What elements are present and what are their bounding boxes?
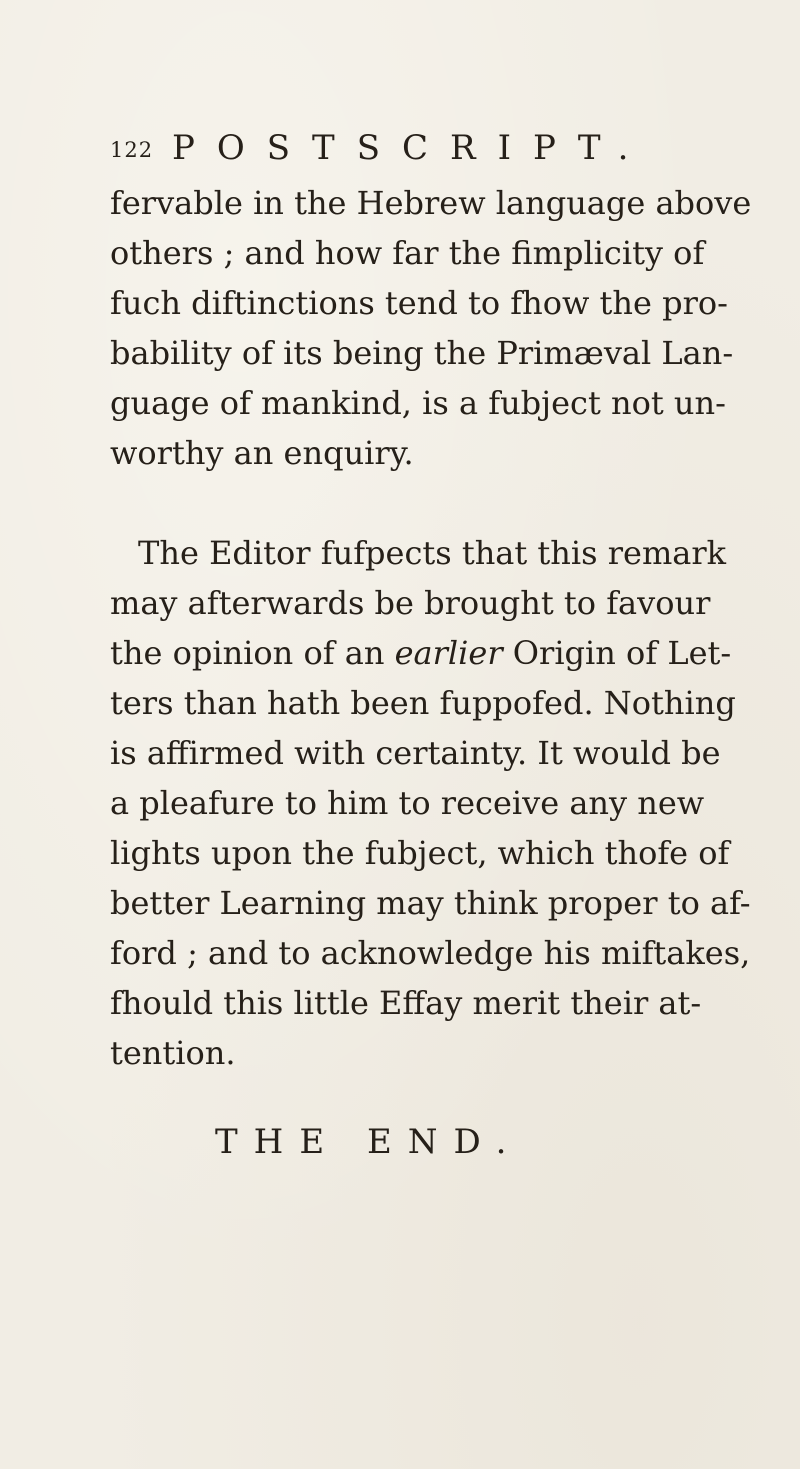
text-line: a pleafure to him to receive any new	[110, 784, 705, 822]
text-line: tention.	[110, 1034, 236, 1072]
paragraph-1	[110, 178, 752, 478]
text-line: may afterwards be brought to favour	[110, 584, 711, 622]
text-line: The Editor fufpects that this remark	[138, 534, 727, 572]
text-line: fuch diftinctions tend to fhow the pro-	[110, 284, 728, 322]
text-line: is affirmed with certainty. It would be	[110, 734, 721, 772]
text-line: guage of mankind, is a fubject not un-	[110, 384, 726, 422]
page-number: 122	[110, 138, 154, 162]
text-line-with-emphasis	[110, 628, 732, 678]
body-text	[110, 178, 752, 1078]
text-line: lights upon the fubject, which thofe of	[110, 834, 730, 872]
text-line: bability of its being the Primæval Lan-	[110, 334, 734, 372]
text-segment: the opinion of an	[110, 634, 395, 672]
emphasized-word: earlier	[394, 634, 503, 672]
text-line: worthy an enquiry.	[110, 434, 414, 472]
the-end-heading: THE END.	[215, 1122, 523, 1162]
text-line: others ; and how far the fimplicity of	[110, 234, 705, 272]
text-line: fervable in the Hebrew language above	[110, 184, 752, 222]
running-head: POSTSCRIPT.	[172, 128, 651, 168]
page-header	[110, 128, 670, 168]
paragraph-2	[110, 528, 751, 1078]
text-line: fhould this little Effay merit their at-	[110, 984, 702, 1022]
text-line: ford ; and to acknowledge his miftakes,	[110, 934, 751, 972]
text-line: ters than hath been fuppofed. Nothing	[110, 684, 736, 722]
paragraph-gap	[110, 478, 676, 528]
text-segment: Origin of Let-	[502, 634, 732, 672]
text-line: better Learning may think proper to af-	[110, 884, 751, 922]
